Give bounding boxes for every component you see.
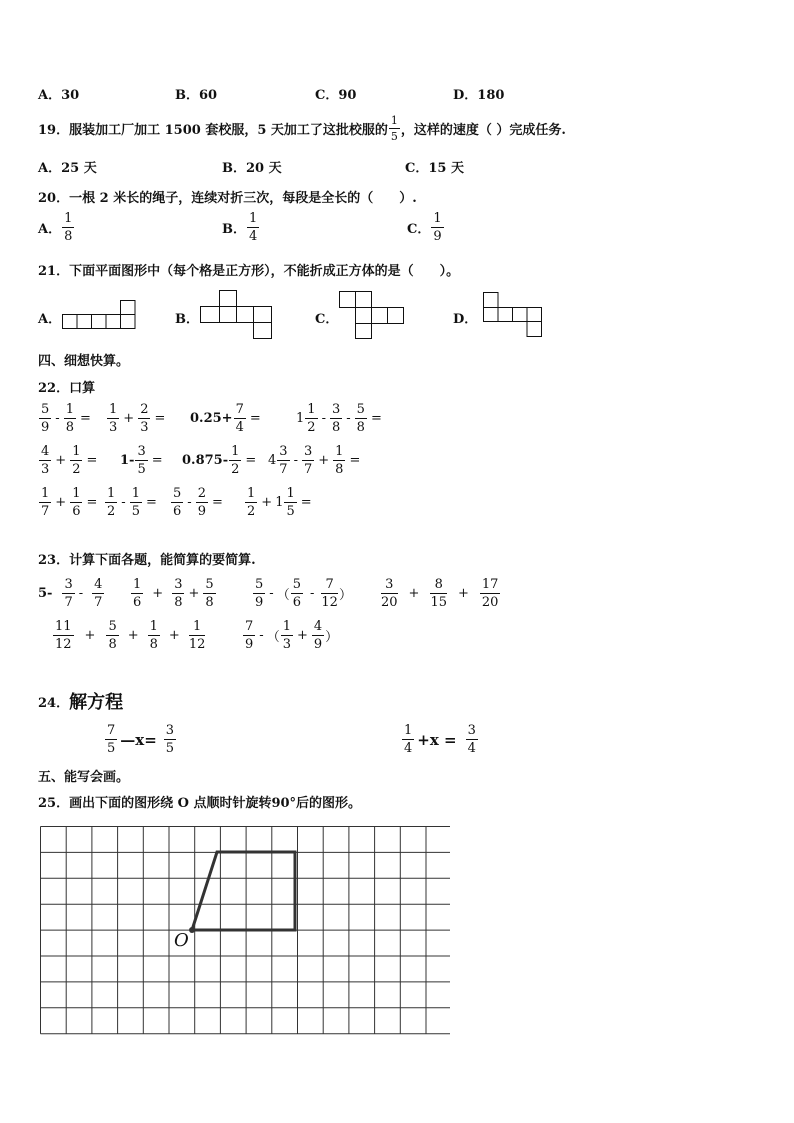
q18-option-d: D．180 bbox=[453, 88, 505, 103]
q22-row-2-d: 4 $\frac{3}{7}$ - $\frac{3}{7}$ + $\frac{1}{8}$ = bbox=[268, 444, 361, 477]
q19-text-after: ，这样的速度（ ）完成任务. bbox=[400, 123, 566, 138]
q25-grid bbox=[40, 826, 450, 1036]
q19-fraction: $\frac{1}{5}$ bbox=[390, 114, 398, 143]
q19-option-a: A．25 天 bbox=[38, 161, 97, 176]
q21-net-a bbox=[62, 298, 138, 330]
q21-net-d bbox=[482, 291, 546, 339]
q23-expr-1: 5- $\frac{3}{7}$ - $\frac{4}{7}$ bbox=[38, 577, 103, 610]
q23-expr-4: $\frac{3}{20}$ + $\frac{8}{15}$ + $\frac{17}{20}$ bbox=[381, 577, 499, 610]
q22-row-3-d: $\frac{1}{2}$ + 1 $\frac{1}{5}$ = bbox=[247, 486, 312, 519]
q24-equation-1: $\frac{7}{5}$ —x= $\frac{3}{5}$ bbox=[107, 723, 175, 756]
q18-option-b: B．60 bbox=[175, 88, 218, 103]
q20-option-a: A． $\frac{1}{8}$ bbox=[38, 211, 73, 244]
q25-question: 25．画出下面的图形绕 O 点顺时针旋转90°后的图形。 bbox=[38, 796, 362, 811]
q21-label-a: A． bbox=[38, 312, 62, 327]
q20-option-c: C． $\frac{1}{9}$ bbox=[407, 211, 442, 244]
q22-row-1-c: 0.25+ $\frac{7}{4}$ = bbox=[190, 402, 261, 435]
q23-expr-3: $\frac{5}{9}$ - （ $\frac{5}{6}$ - $\frac{7}{12}$ ） bbox=[255, 577, 352, 610]
q22-row-2-c: 0.875- $\frac{1}{2}$ = bbox=[182, 444, 257, 477]
q21-net-c bbox=[338, 290, 406, 340]
q20-question: 20．一根 2 米长的绳子，连续对折三次，每段是全长的（ ）. bbox=[38, 191, 417, 206]
q22-row-3-a: $\frac{1}{7}$ + $\frac{1}{6}$ = bbox=[41, 486, 98, 519]
q25-point-o bbox=[189, 927, 195, 933]
q21-label-c: C． bbox=[315, 312, 339, 327]
q19-text-before: 19．服装加工厂加工 1500 套校服，5 天加工了这批校服的 bbox=[38, 123, 388, 138]
q23-expr-6: $\frac{7}{9}$ - （ $\frac{1}{3}$ + $\frac{4}{9}$ ） bbox=[245, 619, 339, 652]
q23-expr-2: $\frac{1}{6}$ + $\frac{3}{8}$ + $\frac{5}{8}$ bbox=[133, 577, 214, 610]
q25-point-o-label: O bbox=[174, 930, 189, 951]
q24-equation-2: $\frac{1}{4}$ +x = $\frac{3}{4}$ bbox=[404, 723, 476, 756]
q21-label-d: D． bbox=[453, 312, 478, 327]
q21-question: 21．下面平面图形中（每个格是正方形），不能折成正方体的是（ ）。 bbox=[38, 264, 460, 279]
q22-title: 22．口算 bbox=[38, 381, 96, 396]
q18-option-a: A．30 bbox=[38, 88, 80, 103]
q19-option-b: B．20 天 bbox=[222, 161, 282, 176]
q22-row-1-b: $\frac{1}{3}$ + $\frac{2}{3}$ = bbox=[109, 402, 166, 435]
q19-option-c: C．15 天 bbox=[405, 161, 464, 176]
section-5-heading: 五、能写会画。 bbox=[38, 770, 130, 785]
q21-net-b bbox=[199, 288, 279, 340]
q22-row-1-a: $\frac{5}{9}$ - $\frac{1}{8}$ = bbox=[41, 402, 91, 435]
q22-row-1-d: 1 $\frac{1}{2}$ - $\frac{3}{8}$ - $\frac{5}{8}$ = bbox=[296, 402, 382, 435]
q21-label-b: B． bbox=[175, 312, 199, 327]
q22-row-3-b: $\frac{1}{2}$ - $\frac{1}{5}$ = bbox=[107, 486, 157, 519]
q20-option-b: B． $\frac{1}{4}$ bbox=[222, 211, 258, 244]
q23-expr-5: $\frac{11}{12}$ + $\frac{5}{8}$ + $\frac{1}{8}$ + $\frac{1}{12}$ bbox=[55, 619, 206, 652]
q22-row-3-c: $\frac{5}{6}$ - $\frac{2}{9}$ = bbox=[173, 486, 223, 519]
section-4-heading: 四、细想快算。 bbox=[38, 354, 130, 369]
q22-row-2-b: 1- $\frac{3}{5}$ = bbox=[120, 444, 163, 477]
q23-title: 23．计算下面各题，能简算的要简算. bbox=[38, 553, 256, 568]
q18-option-c: C．90 bbox=[315, 88, 357, 103]
q24-heading: 24． 解方程 bbox=[38, 692, 124, 713]
q25-shape bbox=[192, 852, 295, 930]
q19-question bbox=[38, 115, 566, 142]
q22-row-2-a: $\frac{4}{3}$ + $\frac{1}{2}$ = bbox=[41, 444, 98, 477]
